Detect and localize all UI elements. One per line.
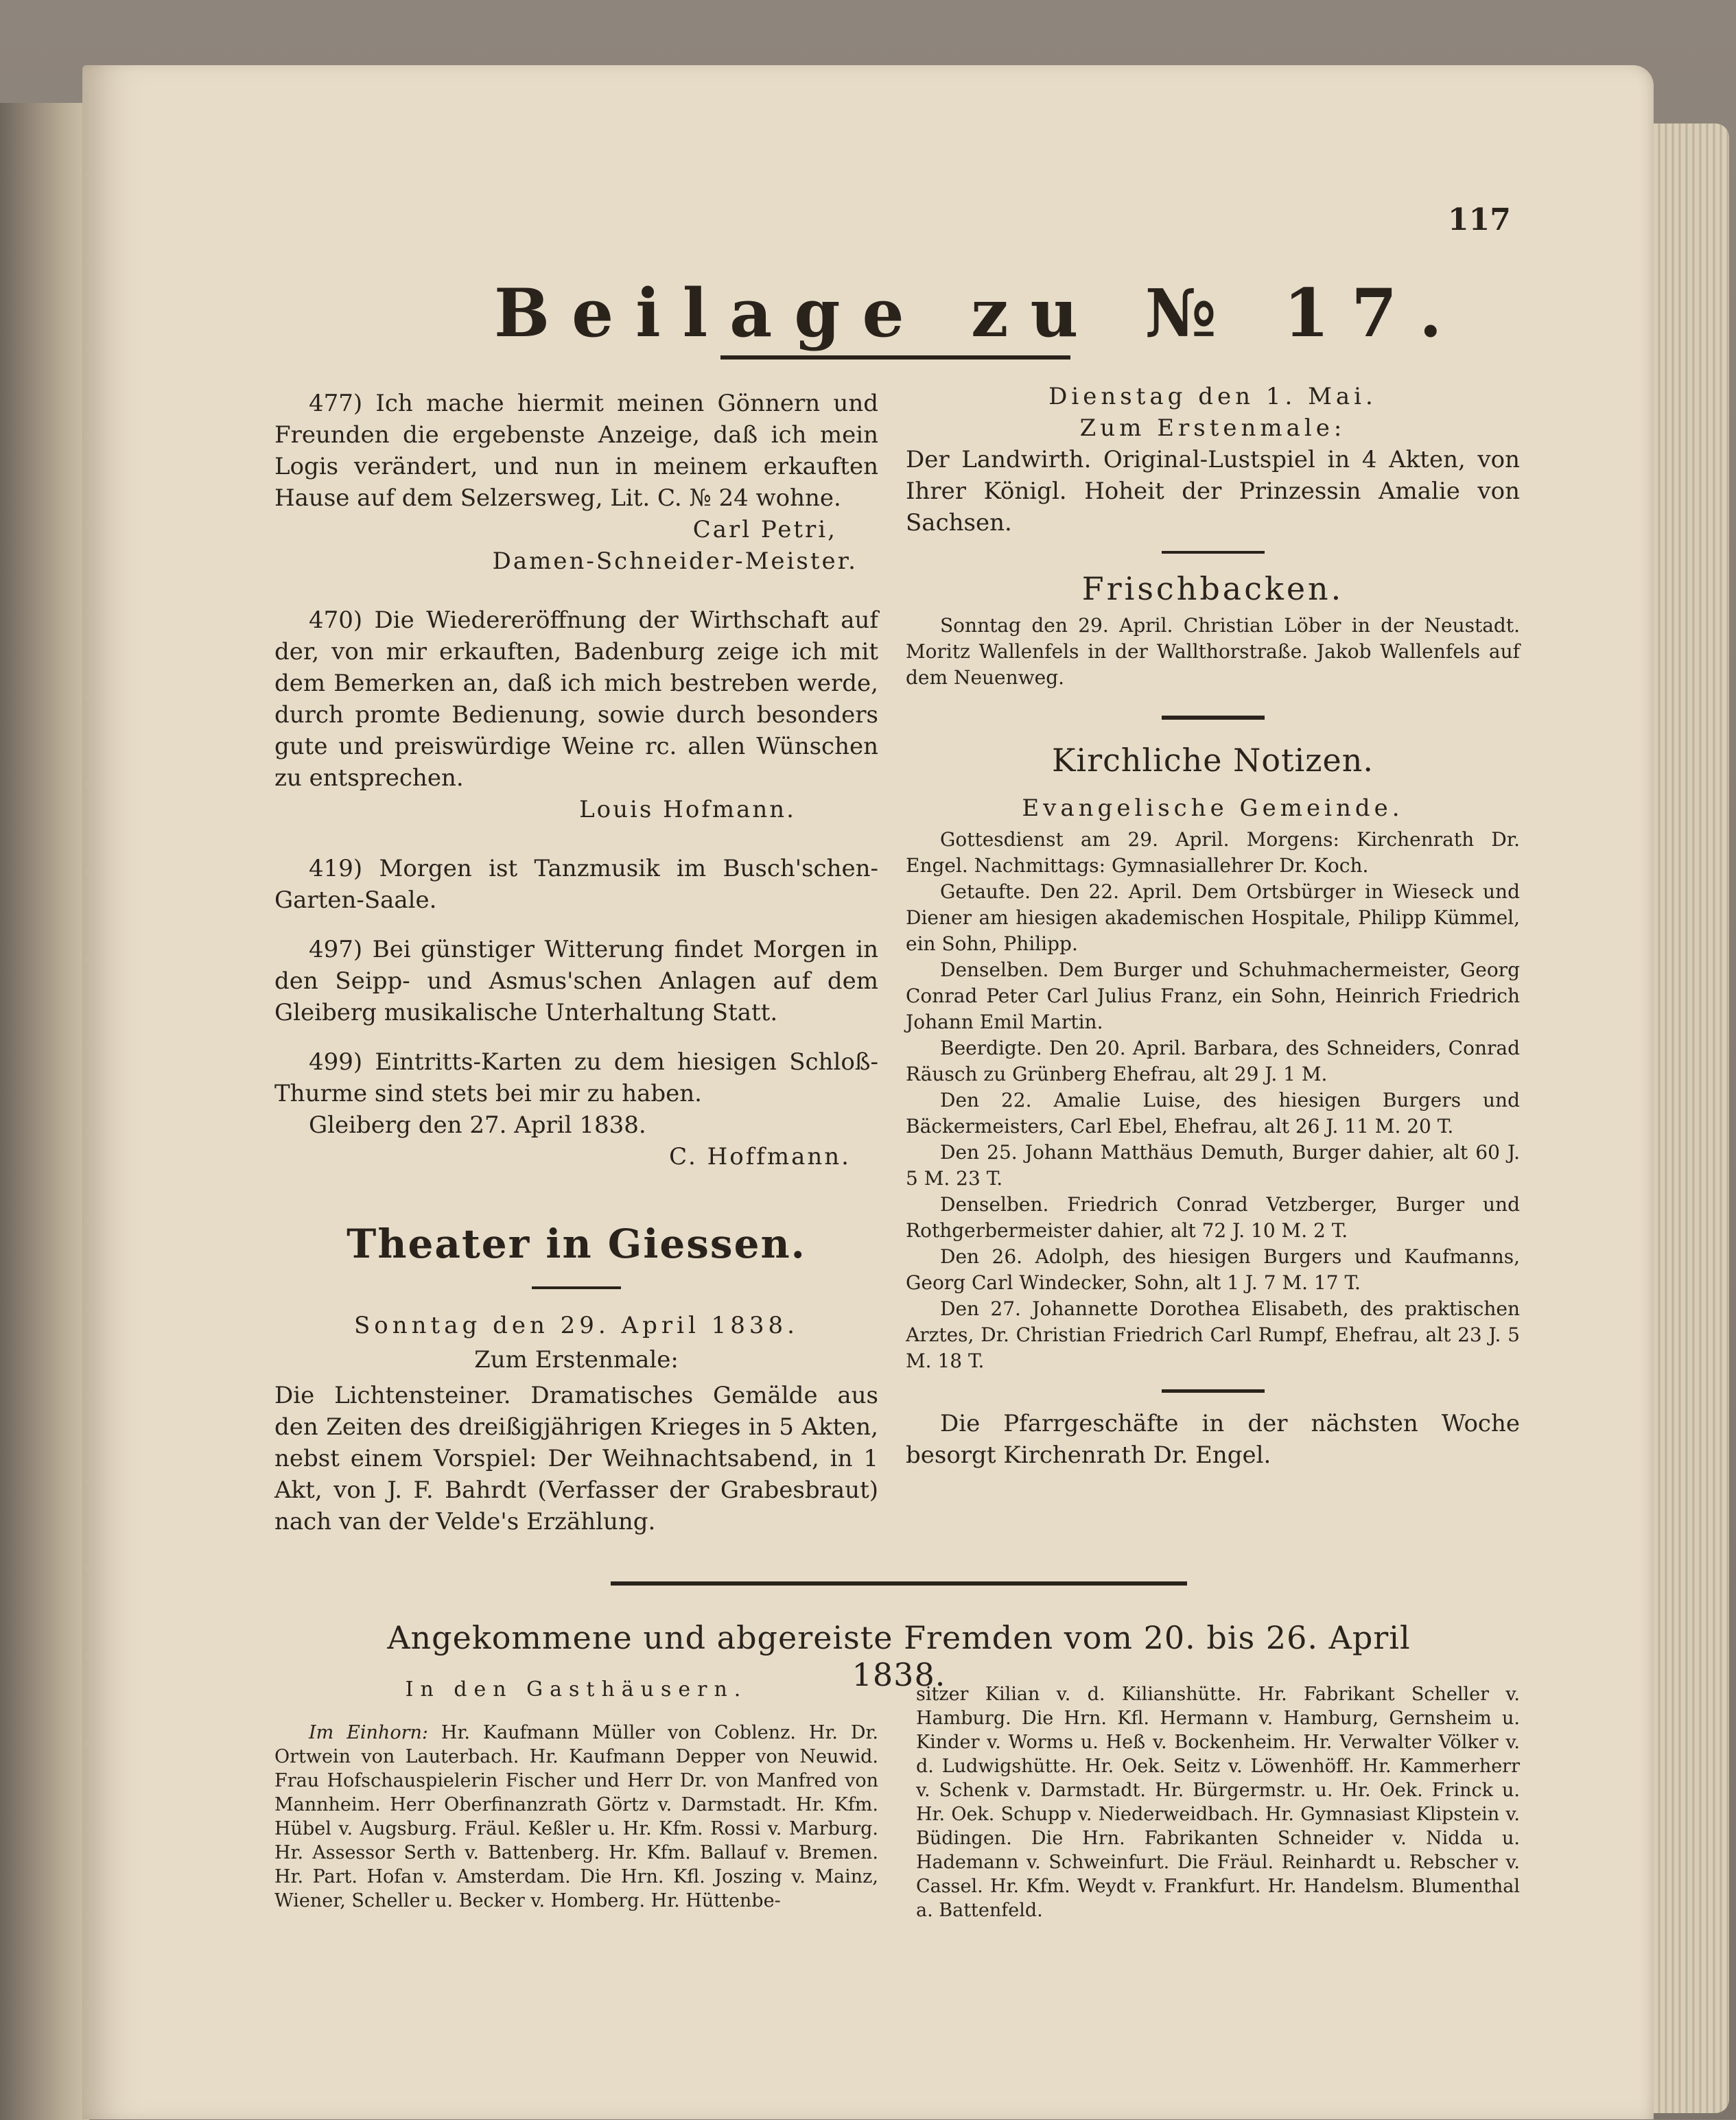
fremden-left-block [274, 1721, 878, 1913]
kirchliche-entry: Denselben. Dem Burger und Schuhmachermeister, Georg Conrad Peter Carl Julius Franz, ein Sohn, Heinrich Friedrich Johann Emil Martin. [906, 958, 1520, 1033]
theater-2-play [906, 444, 1520, 539]
theater-2-date: Dienstag den 1. Mai. [1048, 383, 1377, 410]
kirchliche-entry: Getaufte. Den 22. April. Dem Ortsbürger in Wieseck und Diener am hiesigen akademischen Hospitale, Philipp Kümmel, ein Sohn, Philipp. [906, 880, 1520, 955]
fremden-heading: Angekommene und abgereiste Fremden vom 20. bis 26. April 1838. [387, 1619, 1411, 1693]
theater-first-time: Zum Erstenmale: [474, 1346, 679, 1374]
page-number: 117 [1448, 202, 1511, 237]
fremden-left-column [274, 1674, 878, 1913]
ad-419 [274, 853, 878, 916]
fremden-right-text: sitzer Kilian v. d. Kilianshütte. Hr. Fabrikant Scheller v. Hamburg. Die Hrn. Kfl. Hermann v. Hamburg, Gernsheim u. Kinder v. Worms u. Heß v. Bockenheim. Hr. Verwalter Völker v. d. Ludwigshütte. Hr. Oek. Seitz v. Löwenhöff. Hr. Kammerherr v. Schenk v. Darmstadt. Hr. Bürgermstr. u. Hr. Oek. Frinck u. Hr. Oek. Schupp v. Niederweidbach. Hr. Gymnasiast Klipstein v. Büdingen. Die Hrn. Fabrikanten Schneider v. Nidda u. Hademann v. Schweinfurt. Die Fräul. Reinhardt u. Rebscher v. Cassel. Hr. Kfm. Weydt v. Frankfurt. Hr. Handelsm. Blumenthal a. Battenfeld. [916, 1684, 1520, 1921]
kirchliche-entry: Den 25. Johann Matthäus Demuth, Burger dahier, alt 60 J. 5 M. 23 T. [906, 1141, 1520, 1190]
ad-470-text: 470) Die Wiedereröffnung der Wirthschaft auf der, von mir erkauften, Badenburg zeige ich mit dem Bemerken an, daß ich mich bestreben werde, durch promte Bedienung, sowie durch besonders gute und preiswürdige Weine rc. allen Wünschen zu entsprechen. [274, 606, 878, 792]
theater-2-first-time: Zum Erstenmale: [1079, 414, 1346, 442]
kirchliche-entry: Gottesdienst am 29. April. Morgens: Kirchenrath Dr. Engel. Nachmittags: Gymnasiallehrer Dr. Koch. [906, 828, 1520, 877]
ad-497-text: 497) Bei günstiger Witterung findet Morgen in den Seipp- und Asmus'schen Anlagen auf dem Gleiberg musikalische Unterhaltung Statt. [274, 936, 878, 1026]
ad-477 [274, 388, 878, 577]
pfarr-text: Die Pfarrgeschäfte in der nächsten Woche besorgt Kirchenrath Dr. Engel. [906, 1410, 1520, 1469]
ad-419-text: 419) Morgen ist Tanzmusik im Busch'schen-Garten-Saale. [274, 855, 878, 914]
fremden-right-column [916, 1682, 1520, 1922]
frischbacken-text: Sonntag den 29. April. Christian Löber in der Neustadt. Moritz Wallenfels in der Wallthorstraße. Jakob Wallenfels auf dem Neuenweg. [906, 614, 1520, 689]
fremden-subheading: In den Gasthäusern. [405, 1677, 748, 1701]
ad-477-signature-title: Damen-Schneider-Meister. [492, 547, 858, 575]
theater-play-text: Die Lichtensteiner. Dramatisches Gemälde aus den Zeiten des dreißigjährigen Krieges in 5 Akten, nebst einem Vorspiel: Der Weihnachtsabend, in 1 Akt, von J. F. Bahrdt (Verfasser der Grabesbraut) nach van der Velde's Erzählung. [274, 1382, 878, 1535]
fremden-top-rule [611, 1581, 1187, 1586]
pfarr-block [906, 1408, 1520, 1471]
fremden-right-block [916, 1682, 1520, 1922]
masthead: Beilage zu № 17. [494, 274, 1464, 352]
left-column [274, 388, 878, 1538]
kirchliche-entries [906, 827, 1520, 1374]
binding-edge [0, 103, 89, 2120]
theater-heading: Theater in Giessen. [347, 1221, 806, 1267]
frischbacken-block [906, 613, 1520, 691]
ad-499-signature: C. Hoffmann. [669, 1143, 851, 1170]
ad-477-text: 477) Ich mache hiermit meinen Gönnern und Freunden die ergebenste Anzeige, daß ich mein Logis verändert, und nun in meinem erkauften Hause auf dem Selzersweg, Lit. C. № 24 wohne. [274, 390, 878, 512]
ad-470-signature: Louis Hofmann. [579, 796, 796, 823]
kirchliche-entry: Beerdigte. Den 20. April. Barbara, des Schneiders, Conrad Räusch zu Grünberg Ehefrau, alt 29 J. 1 M. [906, 1037, 1520, 1085]
ad-499-text: 499) Eintritts-Karten zu dem hiesigen Schloß-Thurme sind stets bei mir zu haben. [274, 1048, 878, 1107]
ad-477-signature-name: Carl Petri, [692, 516, 837, 543]
kirchliche-entry: Denselben. Friedrich Conrad Vetzberger, Burger und Rothgerbermeister dahier, alt 72 J. 10 M. 2 T. [906, 1193, 1520, 1242]
theater-2-play-text: Der Landwirth. Original-Lustspiel in 4 Akten, von Ihrer Königl. Hoheit der Prinzessin Amalie von Sachsen. [906, 446, 1520, 537]
ad-470 [274, 604, 878, 825]
frischbacken-heading: Frischbacken. [1081, 570, 1344, 607]
theater-date: Sonntag den 29. April 1838. [354, 1312, 799, 1339]
right-column [906, 381, 1520, 1471]
masthead-rule [720, 355, 1070, 360]
ad-499-place-date: Gleiberg den 27. April 1838. [309, 1111, 646, 1139]
theater-play [274, 1380, 878, 1538]
kirchliche-entry: Den 22. Amalie Luise, des hiesigen Burgers und Bäckermeisters, Carl Ebel, Ehefrau, alt 26 J. 11 M. 20 T. [906, 1089, 1520, 1138]
kirchliche-heading: Kirchliche Notizen. [1052, 742, 1374, 779]
kirchliche-entry: Den 27. Johannette Dorothea Elisabeth, des praktischen Arztes, Dr. Christian Friedrich Carl Rumpf, Ehefrau, alt 23 J. 5 M. 18 T. [906, 1297, 1520, 1372]
ad-497 [274, 934, 878, 1028]
fremden-left-text: Hr. Kaufmann Müller von Coblenz. Hr. Dr. Ortwein von Lauterbach. Hr. Kaufmann Depper von Neuwid. Frau Hofschauspielerin Fischer und Herr Dr. von Manfred von Mannheim. Herr Oberfinanzrath Görtz v. Darmstadt. Hr. Kfm. Hübel v. Augsburg. Fräul. Keßler u. Hr. Kfm. Rossi v. Marburg. Hr. Assessor Serth v. Battenberg. Hr. Kfm. Ballauf v. Bremen. Hr. Part. Hofan v. Amsterdam. Die Hrn. Kfl. Joszing v. Mainz, Wiener, Scheller u. Becker v. Homberg. Hr. Hüttenbe- [274, 1722, 878, 1911]
fremden-lead: Im Einhorn: [309, 1722, 428, 1743]
kirchliche-entry: Den 26. Adolph, des hiesigen Burgers und Kaufmanns, Georg Carl Windecker, Sohn, alt 1 J. 7 M. 17 T. [906, 1245, 1520, 1294]
kirchliche-subheading: Evangelische Gemeinde. [1022, 794, 1404, 822]
ad-499 [274, 1046, 878, 1173]
